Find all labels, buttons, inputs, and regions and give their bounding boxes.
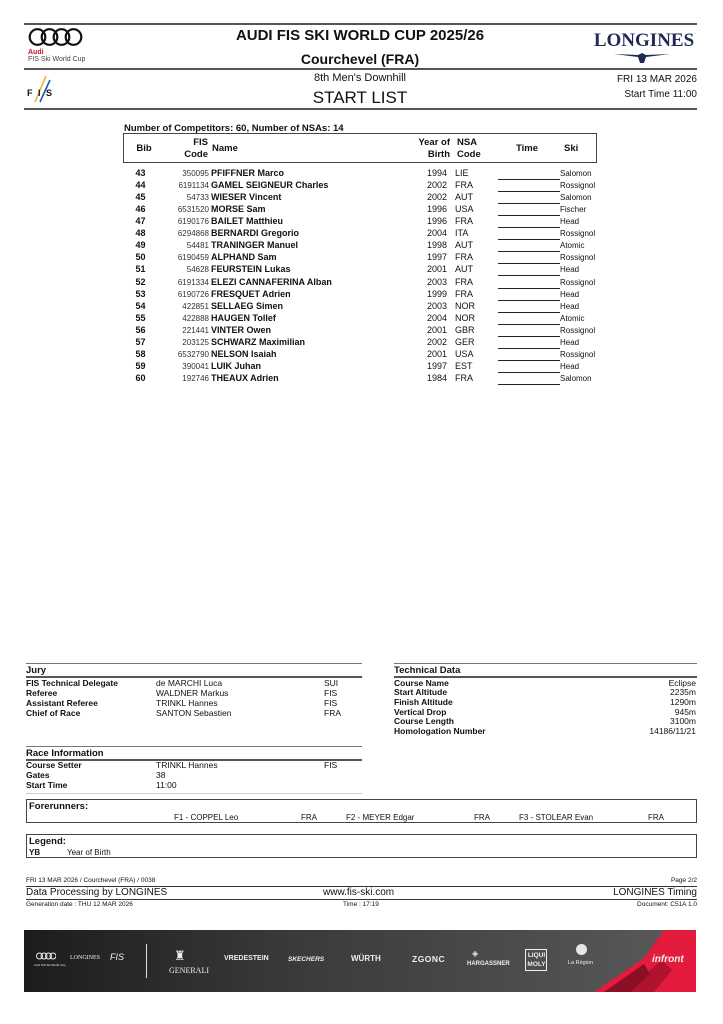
time-blank	[498, 216, 560, 228]
nsa-code: GBR	[455, 325, 475, 335]
nsa-code: FRA	[455, 180, 473, 190]
table-row[interactable]	[123, 373, 603, 385]
time-blank	[498, 325, 560, 337]
tech-label: Course Name	[394, 678, 449, 688]
race-info-value: 11:00	[156, 780, 177, 790]
athlete-name: NELSON Isaiah	[211, 349, 277, 359]
table-row[interactable]	[123, 277, 603, 289]
document-code: Document: C51A 1.0	[637, 901, 697, 908]
fis-code: 203125	[182, 338, 209, 347]
table-header	[123, 133, 597, 163]
ski-brand: Salomon	[560, 169, 592, 178]
audi-rings-logo	[28, 27, 84, 47]
year-of-birth: 1998	[426, 240, 447, 250]
jury-role: FIS Technical Delegate	[26, 678, 118, 688]
fis-code: 6531520	[177, 205, 209, 214]
jury-nation: FRA	[324, 708, 341, 718]
bib: 54	[135, 301, 146, 311]
time-blank	[498, 361, 560, 373]
nsa-code: ITA	[455, 228, 469, 238]
ski-brand: Head	[560, 362, 580, 371]
bib: 53	[135, 289, 146, 299]
tech-label: Vertical Drop	[394, 707, 447, 717]
table-row[interactable]	[123, 349, 603, 361]
athlete-name: WIESER Vincent	[211, 192, 282, 202]
jury-title: Jury	[26, 665, 47, 676]
race-date: FRI 13 MAR 2026	[616, 74, 697, 85]
race-info-bottom-rule	[26, 793, 362, 794]
nsa-code: USA	[455, 204, 474, 214]
svg-text:I: I	[38, 88, 41, 98]
time-blank	[498, 240, 560, 252]
longines-wing-icon	[612, 52, 672, 64]
svg-text:F: F	[27, 88, 33, 98]
fis-code: 390041	[182, 362, 209, 371]
athlete-name: GAMEL SEIGNEUR Charles	[211, 180, 329, 190]
col-yob-2: Birth	[427, 149, 450, 160]
nsa-code: FRA	[455, 216, 473, 226]
sponsor-audi: Audi FIS Ski World Cup	[34, 963, 66, 967]
table-row[interactable]	[123, 168, 603, 180]
doc-type-title: START LIST	[312, 88, 408, 107]
sponsor-generali: GENERALI	[169, 966, 209, 975]
ski-brand: Head	[560, 338, 580, 347]
fis-code: 422851	[182, 302, 209, 311]
tech-label: Homologation Number	[394, 726, 486, 736]
athlete-name: LUIK Juhan	[211, 361, 262, 371]
nsa-code: NOR	[455, 301, 475, 311]
col-ski: Ski	[564, 143, 579, 154]
data-processing: Data Processing by LONGINES	[26, 887, 168, 898]
ski-brand: Head	[560, 290, 580, 299]
sponsor-longines: LONGINES	[70, 955, 100, 961]
table-row[interactable]	[123, 240, 603, 252]
tech-value: 1290m	[670, 697, 696, 707]
col-fis-2: Code	[184, 149, 208, 160]
nsa-code: AUT	[455, 264, 473, 274]
nsa-code: EST	[455, 361, 473, 371]
table-row[interactable]	[123, 337, 603, 349]
year-of-birth: 2003	[426, 277, 447, 287]
time-blank	[498, 228, 560, 240]
bib: 46	[135, 204, 146, 214]
bib: 58	[135, 349, 146, 359]
year-of-birth: 2004	[426, 313, 447, 323]
athlete-name: VINTER Owen	[211, 325, 272, 335]
jury-role: Chief of Race	[26, 708, 81, 718]
col-name: Name	[212, 143, 238, 154]
fis-code: 54733	[186, 193, 209, 202]
audi-label: Audi	[28, 49, 44, 56]
fis-code: 54481	[186, 241, 209, 250]
table-row[interactable]	[123, 325, 603, 337]
year-of-birth: 2004	[426, 228, 447, 238]
footer-bottom-rule	[26, 899, 697, 900]
year-of-birth: 1984	[426, 373, 447, 383]
time-blank	[498, 337, 560, 349]
longines-logo: LONGINES	[593, 30, 695, 51]
time-blank	[498, 180, 560, 192]
athlete-name: SELLAEG Simen	[211, 301, 284, 311]
generation-date: Generation date : THU 12 MAR 2026	[26, 901, 133, 908]
nsa-code: LIE	[455, 168, 469, 178]
forerunner-name: F3 - STOLEAR Evan	[519, 813, 594, 822]
sponsor-skechers: SKECHERS	[288, 956, 325, 963]
tech-label: Start Altitude	[394, 687, 448, 697]
bib: 45	[135, 192, 146, 202]
start-time-header: Start Time 11:00	[624, 89, 697, 100]
hargassner-icon: ◈	[472, 949, 479, 958]
nsa-code: GER	[455, 337, 475, 347]
forerunner-nation: FRA	[301, 813, 317, 822]
bib: 48	[135, 228, 146, 238]
bib: 44	[135, 180, 146, 190]
sponsor-liqui-moly: LIQUI MOLY	[527, 952, 546, 968]
bib: 60	[135, 373, 146, 383]
liqui-moly-logo	[525, 949, 547, 971]
nsa-code: FRA	[455, 289, 473, 299]
fis-code: 54628	[186, 265, 209, 274]
athlete-name: BAILET Matthieu	[211, 216, 283, 226]
athlete-name: BERNARDI Gregorio	[211, 228, 300, 238]
tech-label: Finish Altitude	[394, 697, 453, 707]
sponsor-wurth: WÜRTH	[351, 954, 381, 963]
table-row[interactable]	[123, 180, 603, 192]
year-of-birth: 2002	[426, 192, 447, 202]
bib: 49	[135, 240, 146, 250]
tech-value: 14186/11/21	[649, 726, 696, 736]
header-bottom-rule	[24, 108, 697, 110]
nsa-code: USA	[455, 349, 474, 359]
forerunner-name: F1 - COPPEL Leo	[174, 813, 239, 822]
ski-brand: Fischer	[560, 205, 587, 214]
fis-code: 350095	[182, 169, 209, 178]
table-row[interactable]	[123, 264, 603, 276]
legend-title: Legend:	[29, 836, 66, 847]
generali-lion-icon: ♜	[174, 948, 186, 963]
fis-code: 6532790	[177, 350, 209, 359]
forerunners-box	[26, 799, 697, 823]
sponsor-banner	[24, 930, 696, 992]
jury-name: SANTON Sebastien	[156, 708, 232, 718]
bib: 59	[135, 361, 146, 371]
year-of-birth: 2003	[426, 301, 447, 311]
jury-top-rule	[26, 663, 362, 664]
table-row[interactable]	[123, 204, 603, 216]
svg-text:S: S	[46, 88, 53, 98]
time-blank	[498, 289, 560, 301]
time-blank	[498, 264, 560, 276]
event-title: AUDI FIS SKI WORLD CUP 2025/26	[235, 27, 485, 44]
table-row[interactable]	[123, 289, 603, 301]
sponsor-infront: infront	[652, 954, 684, 965]
jury-nation: FIS	[324, 698, 338, 708]
nsa-code: AUT	[455, 192, 473, 202]
ski-brand: Atomic	[560, 314, 585, 323]
col-yob-1: Year of	[418, 137, 450, 148]
athlete-name: FEURSTEIN Lukas	[211, 264, 291, 274]
col-nsa-1: NSA	[457, 137, 478, 148]
venue-title: Courchevel (FRA)	[300, 51, 420, 67]
year-of-birth: 2001	[426, 349, 447, 359]
competitors-summary: Number of Competitors: 60, Number of NSAs: 14	[124, 123, 344, 134]
race-info-nation: FIS	[324, 760, 338, 770]
race-name: 8th Men's Downhill	[314, 72, 406, 84]
time-blank	[498, 192, 560, 204]
tech-value: 2235m	[670, 687, 696, 697]
time-blank	[498, 301, 560, 313]
sponsor-vredestein: VREDESTEIN	[224, 955, 269, 962]
jury-name: de MARCHI Luca	[156, 678, 223, 688]
bib: 56	[135, 325, 146, 335]
fis-code: 6190726	[177, 290, 209, 299]
col-nsa-2: Code	[457, 149, 481, 160]
ski-brand: Rossignol	[560, 253, 596, 262]
fis-code: 6190176	[177, 217, 209, 226]
time-blank	[498, 373, 560, 385]
nsa-code: NOR	[455, 313, 475, 323]
page-number: Page 2/2	[670, 877, 697, 884]
fis-code: 221441	[182, 326, 209, 335]
ski-brand: Head	[560, 217, 580, 226]
time-blank	[498, 277, 560, 289]
sponsor-la-region: La Région	[568, 960, 594, 966]
fis-code: 6191134	[178, 181, 209, 190]
technical-title: Technical Data	[394, 665, 461, 676]
longines-timing: LONGINES Timing	[613, 887, 697, 898]
year-of-birth: 2001	[426, 325, 447, 335]
jury-name: WALDNER Markus	[156, 688, 229, 698]
ski-brand: Rossignol	[560, 278, 596, 287]
ski-brand: Rossignol	[560, 181, 596, 190]
athlete-name: SCHWARZ Maximilian	[211, 337, 306, 347]
year-of-birth: 1996	[426, 216, 447, 226]
ski-brand: Rossignol	[560, 350, 596, 359]
ski-brand: Head	[560, 302, 580, 311]
year-of-birth: 1994	[426, 168, 447, 178]
athlete-name: THEAUX Adrien	[211, 373, 279, 383]
col-fis-1: FIS	[193, 137, 208, 148]
ski-brand: Salomon	[560, 193, 592, 202]
sponsor-fis: FIS	[110, 952, 125, 962]
table-row[interactable]	[123, 216, 603, 228]
audi-rings-icon	[36, 952, 56, 960]
athlete-name: MORSE Sam	[211, 204, 266, 214]
table-row[interactable]	[123, 252, 603, 264]
ski-brand: Rossignol	[560, 326, 596, 335]
legend-box	[26, 834, 697, 858]
table-row[interactable]	[123, 301, 603, 313]
fis-website-link[interactable]: www.fis-ski.com	[323, 887, 395, 898]
fis-code: 6191334	[177, 278, 209, 287]
table-row[interactable]	[123, 361, 603, 373]
athlete-name: ALPHAND Sam	[211, 252, 277, 262]
time-blank	[498, 168, 560, 180]
col-time: Time	[516, 143, 539, 154]
race-info-label: Start Time	[26, 780, 68, 790]
jury-role: Assistant Referee	[26, 698, 98, 708]
ski-brand: Salomon	[560, 374, 592, 383]
ski-brand: Atomic	[560, 241, 585, 250]
fis-logo	[26, 72, 56, 104]
fis-code: 192746	[182, 374, 209, 383]
ski-brand: Rossignol	[560, 229, 596, 238]
jury-role: Referee	[26, 688, 58, 698]
year-of-birth: 2001	[426, 264, 447, 274]
year-of-birth: 1997	[426, 252, 447, 262]
year-of-birth: 1996	[426, 204, 447, 214]
nsa-code: FRA	[455, 277, 473, 287]
sponsor-zgonc: ZGONC	[412, 954, 446, 964]
jury-name: TRINKL Hannes	[156, 698, 218, 708]
fis-code: 6294868	[177, 229, 209, 238]
sponsor-hargassner: HARGASSNER	[467, 961, 510, 967]
year-of-birth: 2002	[426, 180, 447, 190]
fis-code: 6190459	[177, 253, 209, 262]
legend-meaning: Year of Birth	[67, 848, 111, 857]
doc-reference: FRI 13 MAR 2026 / Courchevel (FRA) / 0038	[26, 877, 156, 884]
tech-label: Course Length	[394, 716, 454, 726]
jury-nation: FIS	[324, 688, 338, 698]
nsa-code: FRA	[455, 373, 473, 383]
nsa-code: AUT	[455, 240, 473, 250]
ski-brand: Head	[560, 265, 580, 274]
forerunner-name: F2 - MEYER Edgar	[346, 813, 415, 822]
sponsor-divider	[146, 944, 147, 978]
technical-top-rule	[394, 663, 697, 664]
header-mid-rule	[24, 68, 697, 70]
tech-value: Eclipse	[668, 678, 696, 688]
forerunners-title: Forerunners:	[29, 801, 89, 812]
audi-sub-label: FIS Ski World Cup	[28, 56, 86, 63]
race-info-value: TRINKL Hannes	[156, 760, 218, 770]
time-blank	[498, 313, 560, 325]
fis-code: 422888	[182, 314, 209, 323]
bib: 57	[135, 337, 146, 347]
col-bib: Bib	[136, 143, 152, 154]
race-info-label: Gates	[26, 770, 50, 780]
bib: 43	[135, 168, 146, 178]
tech-value: 3100m	[670, 716, 696, 726]
race-info-title: Race Information	[26, 748, 104, 759]
jury-nation: SUI	[324, 678, 339, 688]
race-info-label: Course Setter	[26, 760, 82, 770]
tech-value: 945m	[674, 707, 696, 717]
year-of-birth: 1997	[426, 361, 447, 371]
header-top-rule	[24, 23, 697, 25]
time-blank	[498, 252, 560, 264]
bib: 50	[135, 252, 146, 262]
table-row[interactable]	[123, 313, 603, 325]
race-info-value: 38	[156, 770, 166, 780]
race-info-top-rule	[26, 746, 362, 747]
table-row[interactable]	[123, 192, 603, 204]
time-blank	[498, 349, 560, 361]
year-of-birth: 1999	[426, 289, 447, 299]
generation-time: Time : 17:19	[343, 901, 379, 908]
year-of-birth: 2002	[426, 337, 447, 347]
bib: 52	[135, 277, 146, 287]
nsa-code: FRA	[455, 252, 473, 262]
bib: 51	[135, 264, 146, 274]
forerunner-nation: FRA	[474, 813, 490, 822]
bib: 47	[135, 216, 146, 226]
athlete-name: PFIFFNER Marco	[211, 168, 285, 178]
table-row[interactable]	[123, 228, 603, 240]
time-blank	[498, 204, 560, 216]
legend-abbr: YB	[29, 848, 41, 857]
athlete-name: TRANINGER Manuel	[211, 240, 299, 250]
forerunner-nation: FRA	[648, 813, 664, 822]
bib: 55	[135, 313, 146, 323]
athlete-name: HAUGEN Tollef	[211, 313, 276, 323]
athlete-name: FRESQUET Adrien	[211, 289, 291, 299]
athlete-name: ELEZI CANNAFERINA Alban	[211, 277, 332, 287]
